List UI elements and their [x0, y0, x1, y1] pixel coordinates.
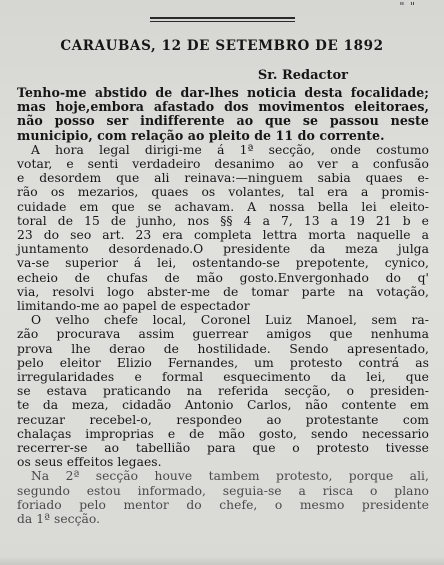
text-line: juntamento desordenado.O presidente da meza julga: [17, 242, 429, 257]
text-line: te da meza, cidadão Antonio Carlos, não contente em: [17, 398, 429, 413]
text-line: mas hoje,embora afastado dos movimentos eleitoraes,: [17, 99, 429, 115]
paragraph-1: [17, 86, 429, 143]
page-edge-shadow: [0, 556, 444, 565]
text-line: Na 2ª secção houve tambem protesto, porque ali,: [31, 469, 429, 484]
text-line: cuidade em que se achavam. A nossa bella lei eleito-: [17, 199, 429, 214]
text-line: echeio de chufas de mão gosto.Envergonhado do q': [17, 270, 429, 285]
article-body: [17, 86, 429, 526]
text-line: se estava praticando na referida secção, o presiden-: [17, 384, 429, 399]
text-line: segundo estou informado, seguia-se a risca o plano: [17, 483, 429, 498]
text-line: votar, e senti verdadeiro desanimo ao ver a confusão: [17, 157, 429, 172]
text-line: Tenho-me abstido de dar-lhes noticia desta focalidade;: [17, 85, 429, 100]
text-line: irregularidades e formal esquecimento da lei, que: [17, 370, 429, 385]
dateline: CARAUBAS, 12 DE SETEMBRO DE 1892: [60, 38, 384, 54]
text-line: toral de 15 de junho, nos §§ 4 a 7, 13 a 19 21 b e: [17, 213, 429, 228]
text-line: recuzar recebel-o, respondeo ao protestante com: [17, 412, 429, 427]
text-line: recerrer-se ao tabellião para que o protesto tivesse: [17, 441, 429, 456]
text-line: va-se superior á lei, ostentando-se prepotente, cynico,: [17, 256, 429, 271]
text-line: 23 do seo art. 23 era completa lettra morta naquelle a: [17, 228, 429, 243]
paragraph-2: [17, 143, 429, 313]
header-rule-thin: [150, 21, 295, 22]
text-line: e desordem que ali reinava:—ninguem sabia quaes e-: [17, 171, 429, 186]
text-line: A hora legal dirigi-me á 1ª secção, onde costumo: [31, 142, 429, 157]
top-mark: " ": [399, 0, 416, 13]
text-line: os seus effeitos legaes.: [17, 455, 162, 470]
paragraph-3: [17, 313, 429, 469]
text-line: municipio, com relação ao pleito de 11 do corrente.: [17, 127, 385, 143]
paragraph-4: [17, 469, 429, 526]
text-line: da 1ª secção.: [17, 512, 101, 527]
text-line: limitando-me ao papel de espectador: [17, 299, 250, 314]
text-line: prova lhe derao de hostilidade. Sendo apresentado,: [17, 341, 429, 356]
text-line: pelo eleitor Elizio Fernandes, um protesto contrá as: [17, 355, 429, 370]
text-line: rão os mezarios, quaes os volantes, tal era a promis-: [17, 185, 429, 200]
header-rule: [150, 17, 295, 19]
text-line: não posso ser indifferente ao que se passou neste: [17, 113, 429, 129]
text-line: via, resolvi logo abster-me de tomar parte na votação,: [17, 284, 429, 299]
text-line: zão procurava assim guerrear amigos que nenhuma: [17, 327, 429, 342]
text-line: foriado pelo mentor do chefe, o mesmo presidente: [17, 497, 429, 512]
text-line: O velho chefe local, Coronel Luiz Manoel, sem ra-: [31, 313, 429, 328]
salutation: Sr. Redactor: [257, 68, 348, 83]
text-line: chalaças improprias e de mão gosto, sendo necessario: [17, 426, 429, 441]
